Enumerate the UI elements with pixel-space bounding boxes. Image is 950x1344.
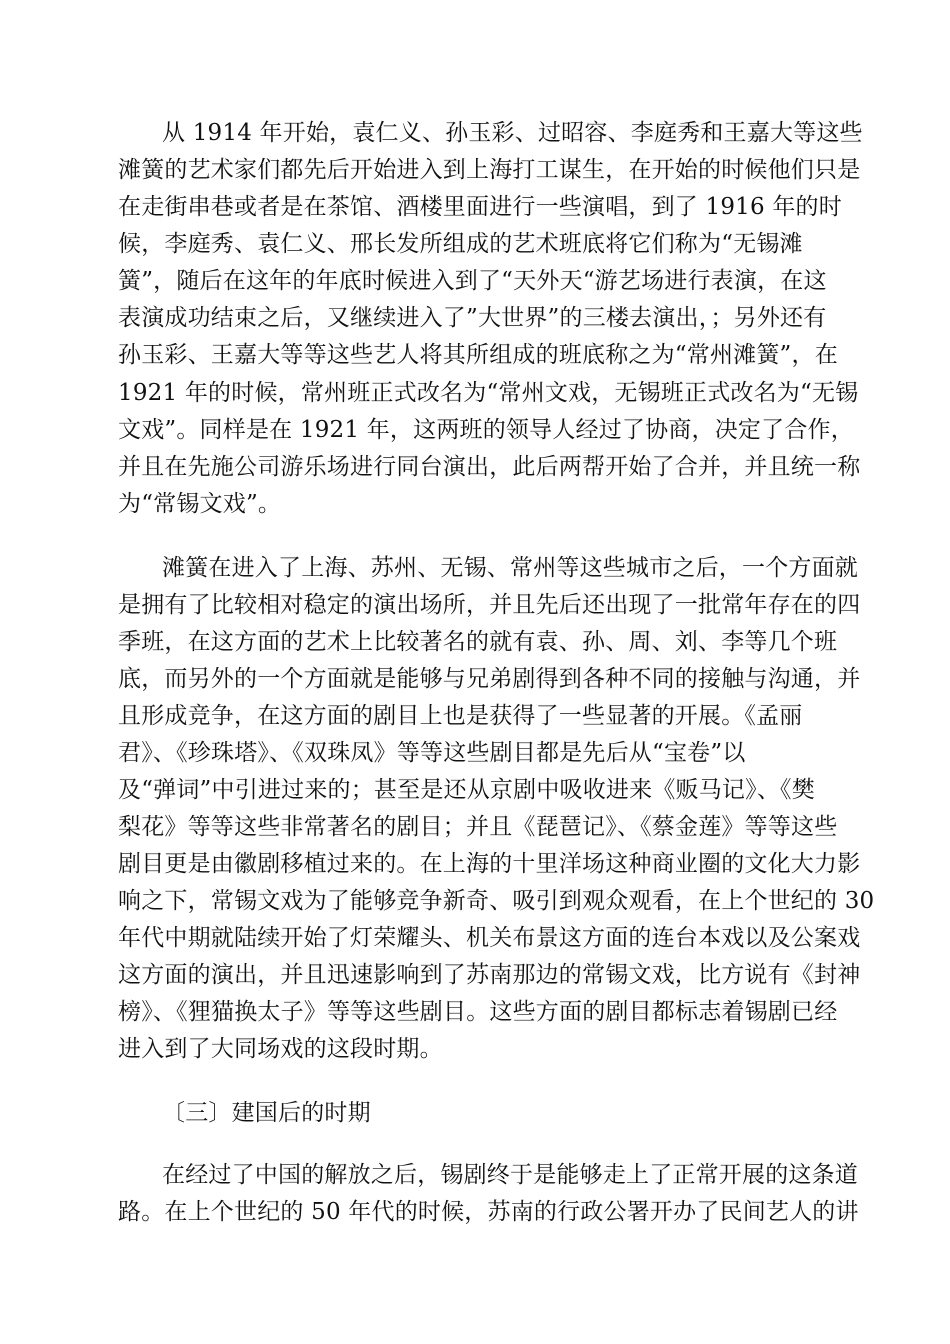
paragraph-line: 且形成竞争，在这方面的剧目上也是获得了一些显著的开展。《孟丽 — [118, 703, 803, 729]
paragraph-line: 滩簧的艺术家们都先后开始进入到上海打工谋生，在开始的时候他们只是 — [118, 157, 861, 183]
paragraph-line: 滩簧在进入了上海、苏州、无锡、常州等这些城市之后，一个方面就 — [162, 555, 858, 581]
paragraph-line: 是拥有了比较相对稳定的演出场所，并且先后还出现了一批常年存在的四 — [118, 592, 861, 618]
paragraph-line: 剧目更是由徽剧移植过来的。在上海的十里洋场这种商业圈的文化大力影 — [118, 851, 861, 877]
paragraph-line: 响之下，常锡文戏为了能够竞争新奇、吸引到观众观看，在上个世纪的 30 — [118, 888, 875, 914]
paragraph-line: 1921 年的时候，常州班正式改名为“常州文戏，无锡班正式改名为“无锡 — [118, 380, 859, 406]
paragraph-line: 在经过了中国的解放之后，锡剧终于是能够走上了正常开展的这条道 — [162, 1162, 858, 1188]
paragraph-line: 年代中期就陆续开始了灯荣耀头、机关布景这方面的连台本戏以及公案戏 — [118, 925, 861, 951]
paragraph-line: 从 1914 年开始，袁仁义、孙玉彩、过昭容、李庭秀和王嘉大等这些 — [162, 120, 863, 146]
paragraph-line: 文戏”。同样是在 1921 年，这两班的领导人经过了协商，决定了合作， — [118, 417, 854, 443]
paragraph-line: 进入到了大同场戏的这段时期。 — [118, 1036, 443, 1062]
paragraph-line: 表演成功结束之后，又继续进入了”大世界”的三楼去演出，；另外还有 — [118, 305, 827, 331]
paragraph-line: 在走街串巷或者是在茶馆、酒楼里面进行一些演唱，到了 1916 年的时 — [118, 194, 842, 220]
paragraph-line: 君》、《珍珠塔》、《双珠凤》等等这些剧目都是先后从“宝卷”以 — [118, 740, 746, 766]
paragraph-line: 榜》、《狸猫换太子》等等这些剧目。这些方面的剧目都标志着锡剧已经 — [118, 999, 838, 1025]
paragraph-line: 这方面的演出，并且迅速影响到了苏南那边的常锡文戏，比方说有《封神 — [118, 962, 861, 988]
paragraph-line: 为“常锡文戏”。 — [118, 491, 282, 517]
paragraph-line: 路。在上个世纪的 50 年代的时候，苏南的行政公署开办了民间艺人的讲 — [118, 1199, 859, 1225]
section-heading: 〔三〕建国后的时期 — [162, 1100, 371, 1126]
paragraph-line: 及“弹词”中引进过来的；甚至是还从京剧中吸收进来《贩马记》、《樊 — [118, 777, 815, 803]
paragraph-line: 孙玉彩、王嘉大等等这些艺人将其所组成的班底称之为“常州滩簧”，在 — [118, 342, 838, 368]
paragraph-line: 候，李庭秀、袁仁义、邢长发所组成的艺术班底将它们称为“无锡滩 — [118, 231, 803, 257]
paragraph-line: 季班，在这方面的艺术上比较著名的就有袁、孙、周、刘、李等几个班 — [118, 629, 838, 655]
paragraph-line: 梨花》等等这些非常著名的剧目；并且《琵琶记》、《蔡金莲》等等这些 — [118, 814, 838, 840]
paragraph-line: 并且在先施公司游乐场进行同台演出，此后两帮开始了合并，并且统一称 — [118, 454, 861, 480]
paragraph-line: 底，而另外的一个方面就是能够与兄弟剧得到各种不同的接触与沟通，并 — [118, 666, 861, 692]
paragraph-line: 簧”，随后在这年的年底时候进入到了“天外天“游艺场进行表演，在这 — [118, 268, 827, 294]
